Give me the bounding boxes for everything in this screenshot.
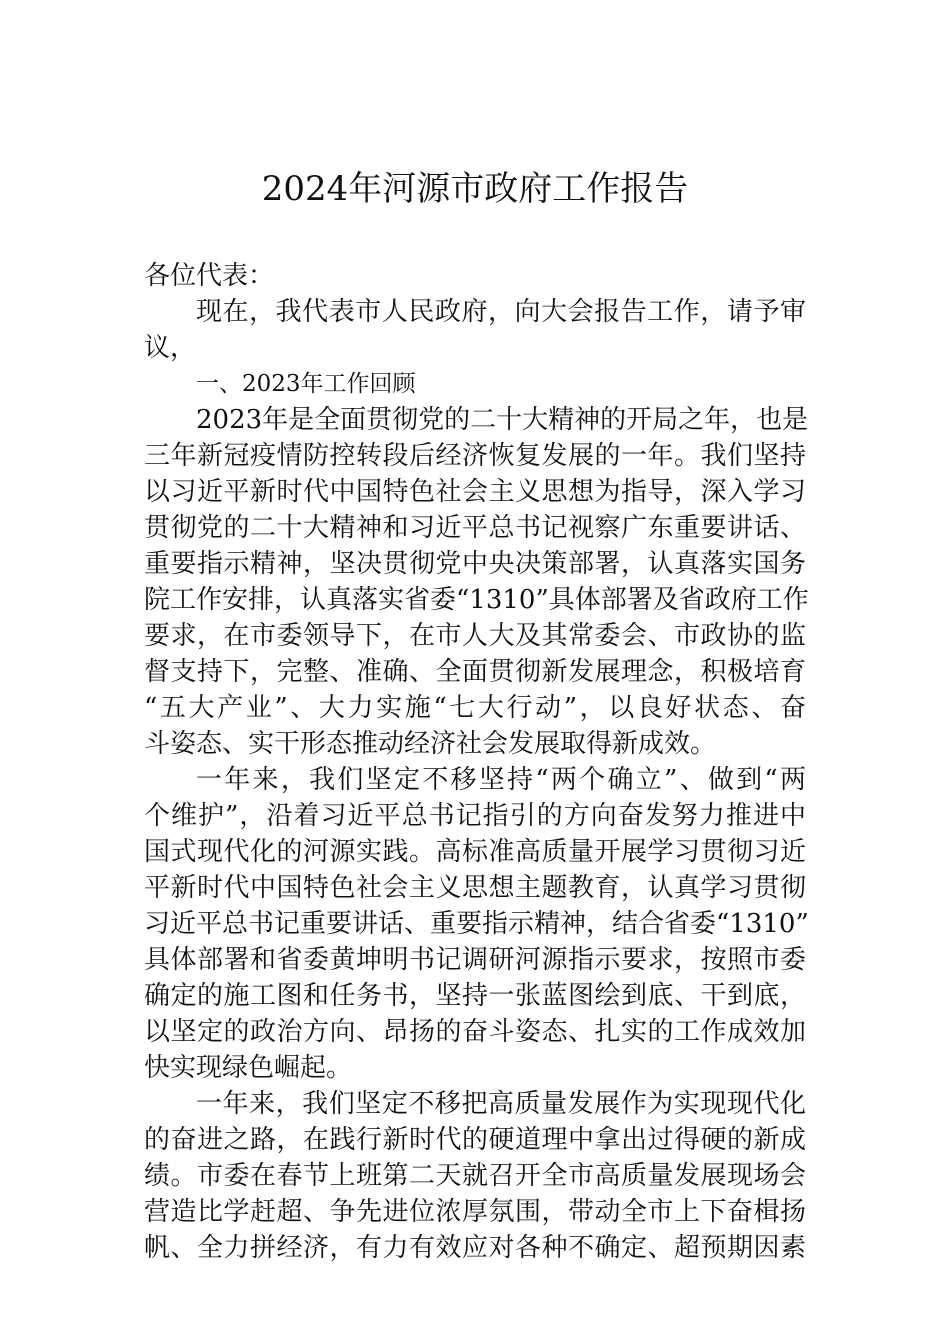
paragraph-line: 国式现代化的河源实践。高标准高质量开展学习贯彻习近 [144,837,806,867]
paragraph-line: 的奋进之路，在践行新时代的硬道理中拿出过得硬的新成 [144,1125,806,1155]
paragraph-line: 确定的施工图和任务书，坚持一张蓝图绘到底、干到底， [144,981,806,1011]
paragraph-line: 习近平总书记重要讲话、重要指示精神，结合省委“1310” [144,909,809,939]
paragraph-line: 现在，我代表市人民政府，向大会报告工作，请予审 [196,297,806,327]
paragraph-line: 帆、全力拼经济，有力有效应对各种不确定、超预期因素 [144,1233,806,1263]
paragraph-line: 绩。市委在春节上班第二天就召开全市高质量发展现场会 [144,1161,806,1191]
paragraph-line: 个维护”，沿着习近平总书记指引的方向奋发努力推进中 [144,801,806,831]
section-heading: 一、2023年工作回顾 [196,371,416,397]
salutation-line: 各位代表： [144,261,275,291]
paragraph-line: 具体部署和省委黄坤明书记调研河源指示要求，按照市委 [144,945,806,975]
paragraph-line: 要求，在市委领导下，在市人大及其常委会、市政协的监 [144,621,806,651]
paragraph-line: 2023年是全面贯彻党的二十大精神的开局之年，也是 [196,405,809,435]
paragraph-line: 一年来，我们坚定不移坚持“两个确立”、做到“两 [196,765,806,795]
paragraph-line: 平新时代中国特色社会主义思想主题教育，认真学习贯彻 [144,873,806,903]
paragraph-line: 一年来，我们坚定不移把高质量发展作为实现现代化 [196,1089,806,1119]
paragraph-line: 重要指示精神，坚决贯彻党中央决策部署，认真落实国务 [144,549,806,579]
paragraph-line: 快实现绿色崛起。 [144,1053,353,1083]
paragraph-line: 以习近平新时代中国特色社会主义思想为指导，深入学习 [144,477,806,507]
paragraph-line: 院工作安排，认真落实省委“1310”具体部署及省政府工作 [144,585,809,615]
paragraph-line: 营造比学赶超、争先进位浓厚氛围，带动全市上下奋楫扬 [144,1197,806,1227]
paragraph-line: 督支持下，完整、准确、全面贯彻新发展理念，积极培育 [144,657,806,687]
paragraph-line: 以坚定的政治方向、昂扬的奋斗姿态、扎实的工作成效加 [144,1017,806,1047]
document-title: 2024年河源市政府工作报告 [261,169,689,209]
paragraph-line: “五大产业”、大力实施“七大行动”，以良好状态、奋 [144,693,806,723]
document-body [144,258,809,1266]
paragraph-line: 议， [144,333,197,363]
paragraph-line: 斗姿态、实干形态推动经济社会发展取得新成效。 [144,729,717,759]
paragraph-line: 贯彻党的二十大精神和习近平总书记视察广东重要讲话、 [144,513,806,543]
paragraph-line: 三年新冠疫情防控转段后经济恢复发展的一年。我们坚持 [144,441,806,471]
